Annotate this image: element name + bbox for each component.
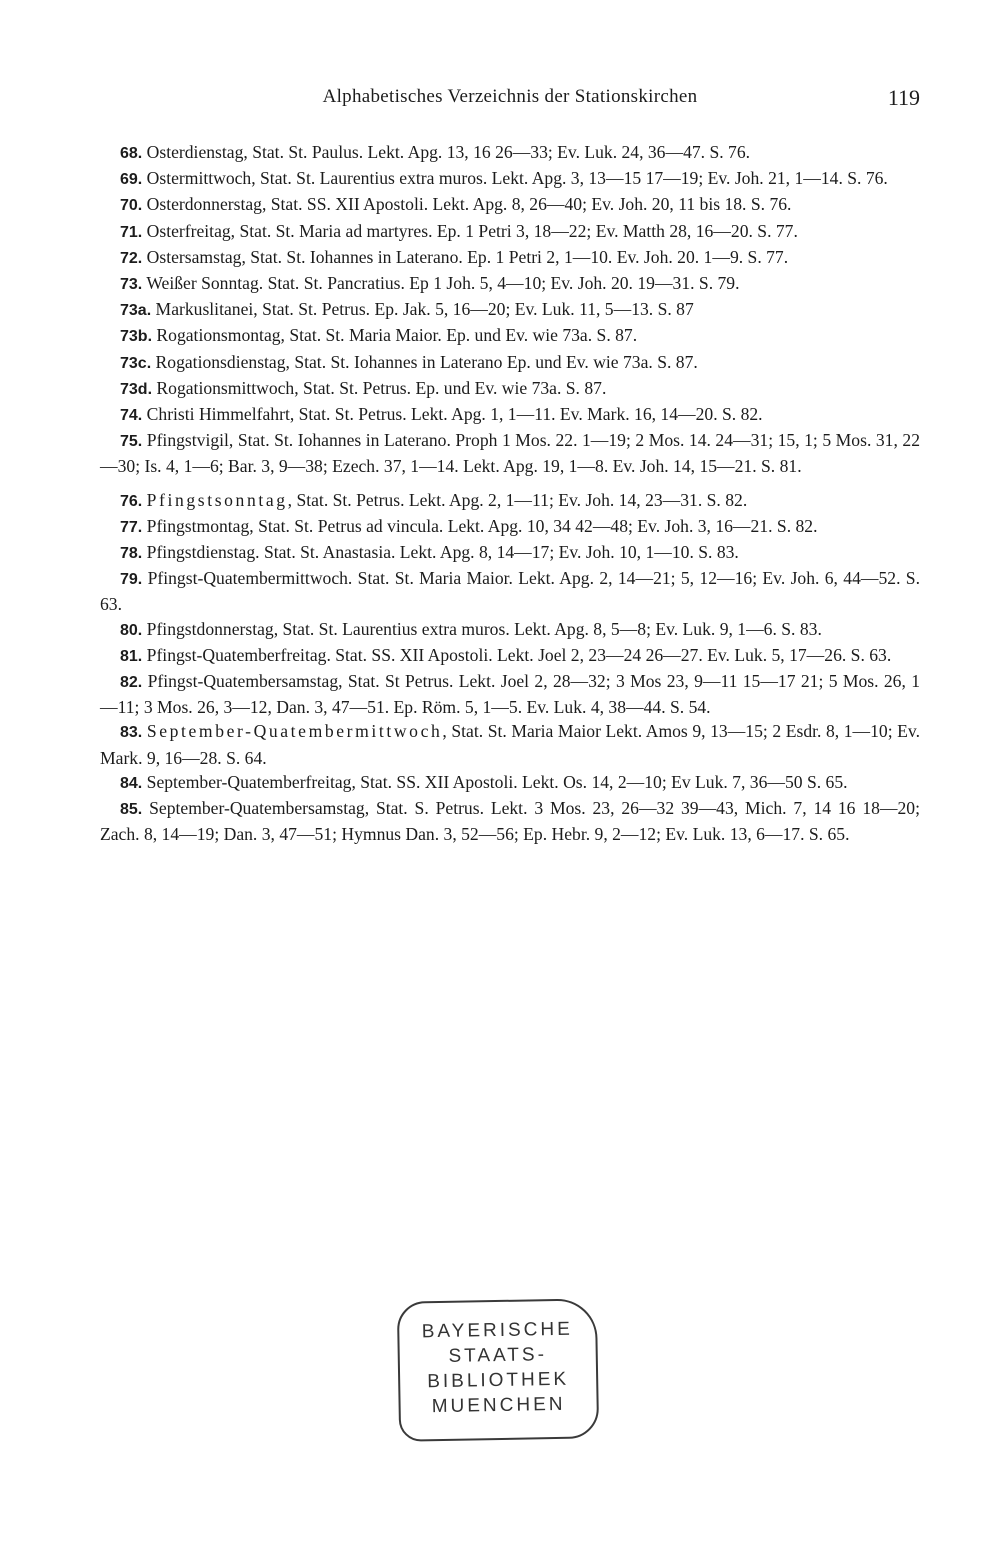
entry-70: 70. Osterdonnerstag, Stat. SS. XII Apostoli. Lekt. Apg. 8, 26—40; Ev. Joh. 20, 11 bis 18. S. 76.: [120, 194, 792, 215]
entry-69: 69. Ostermittwoch, Stat. St. Laurentius extra muros. Lekt. Apg. 3, 13—15 17—19; Ev. Joh. 21, 1—14. S. 76.: [120, 168, 888, 189]
running-head: Alphabetisches Verzeichnis der Stationskirchen: [322, 86, 698, 107]
entry-81: 81. Pfingst-Quatemberfreitag. Stat. SS. XII Apostoli. Lekt. Joel 2, 23—24 26—27. Ev. Luk. 5, 17—26. S. 63.: [120, 644, 892, 665]
entry-80: 80. Pfingstdonnerstag, Stat. St. Laurentius extra muros. Lekt. Apg. 8, 5—8; Ev. Luk. 9, 1—6. S. 83.: [120, 618, 822, 639]
entry-73a: 73a. Markuslitanei, Stat. St. Petrus. Ep. Jak. 5, 16—20; Ev. Luk. 11, 5—13. S. 87: [120, 299, 694, 320]
entry-73: 73. Weißer Sonntag. Stat. St. Pancratius. Ep 1 Joh. 5, 4—10; Ev. Joh. 20. 19—31. S. 79.: [120, 273, 740, 294]
entry-85: 85. September-Quatembersamstag, Stat. S. Petrus. Lekt. 3 Mos. 23, 26—32 39—43, Mich. 7, 14 16 18—20; Zach. 8, 14—19; Dan. 3, 47—51; Hymnus Dan. 3, 52—56; Ep. Hebr. 9, 2—12; Ev. Luk. 13, 6—17. S. 65.: [100, 798, 920, 845]
entry-84: 84. September-Quatemberfreitag, Stat. SS. XII Apostoli. Lekt. Os. 14, 2—10; Ev Luk. 7, 36—50 S. 65.: [120, 771, 848, 792]
page-number: 119: [887, 85, 920, 110]
entry-71: 71. Osterfreitag, Stat. St. Maria ad martyres. Ep. 1 Petri 3, 18—22; Ev. Matth 28, 16—20. S. 77.: [120, 220, 798, 241]
stamp-line-2: STAATS-: [448, 1344, 548, 1367]
page-header: [100, 86, 920, 116]
entry-82: 82. Pfingst-Quatembersamstag, Stat. St Petrus. Lekt. Joel 2, 28—32; 3 Mos 23, 9—11 15—17 21; 5 Mos. 26, 1—11; 3 Mos. 26, 3—12, Dan. 3, 47—51. Ep. Röm. 5, 1—5. Ev. Luk. 4, 38—44. S. 54.: [100, 671, 920, 718]
entry-75: 75. Pfingstvigil, Stat. St. Iohannes in Laterano. Proph 1 Mos. 22. 1—19; 2 Mos. 14. 24—31; 15, 1; 5 Mos. 31, 22—30; Is. 4, 1—6; Bar. 3, 9—38; Ezech. 37, 1—14. Lekt. Apg. 19, 1—8. Ev. Joh. 14, 15—21. S. 81.: [100, 430, 920, 477]
stamp-line-3: BIBLIOTHEK: [427, 1368, 570, 1393]
entry-79: 79. Pfingst-Quatembermittwoch. Stat. St. Maria Maior. Lekt. Apg. 2, 14—21; 5, 12—16; Ev. Joh. 6, 44—52. S. 63.: [100, 568, 920, 615]
entry-72: 72. Ostersamstag, Stat. St. Iohannes in Laterano. Ep. 1 Petri 2, 1—10. Ev. Joh. 20. 1—9. S. 77.: [120, 246, 789, 267]
station-list: [100, 140, 920, 846]
stamp-line-4: MUENCHEN: [431, 1393, 566, 1418]
entry-73c: 73c. Rogationsdienstag, Stat. St. Iohannes in Laterano Ep. und Ev. wie 73a. S. 87.: [120, 351, 698, 372]
entry-83: 83. September-Quatembermittwoch, Stat. St. Maria Maior Lekt. Amos 9, 13—15; 2 Esdr. 8, 1—10; Ev. Mark. 9, 16—28. S. 64.: [100, 721, 920, 768]
entry-78: 78. Pfingstdienstag. Stat. St. Anastasia. Lekt. Apg. 8, 14—17; Ev. Joh. 10, 1—10. S. 83.: [120, 542, 739, 563]
entry-77: 77. Pfingstmontag, Stat. St. Petrus ad vincula. Lekt. Apg. 10, 34 42—48; Ev. Joh. 3, 16—21. S. 82.: [120, 515, 818, 536]
stamp-line-1: BAYERISCHE: [421, 1318, 574, 1343]
entry-68: 68. Osterdienstag, Stat. St. Paulus. Lekt. Apg. 13, 16 26—33; Ev. Luk. 24, 36—47. S. 76.: [120, 142, 751, 162]
entry-73b: 73b. Rogationsmontag, Stat. St. Maria Maior. Ep. und Ev. wie 73a. S. 87.: [120, 325, 638, 346]
library-stamp: [397, 1298, 599, 1441]
entry-74: 74. Christi Himmelfahrt, Stat. St. Petrus. Lekt. Apg. 1, 1—11. Ev. Mark. 16, 14—20. S. 82.: [120, 404, 763, 425]
entry-73d: 73d. Rogationsmittwoch, Stat. St. Petrus. Ep. und Ev. wie 73a. S. 87.: [120, 377, 607, 398]
entry-76: 76. Pfingstsonntag, Stat. St. Petrus. Lekt. Apg. 2, 1—11; Ev. Joh. 14, 23—31. S. 82.: [120, 489, 748, 510]
